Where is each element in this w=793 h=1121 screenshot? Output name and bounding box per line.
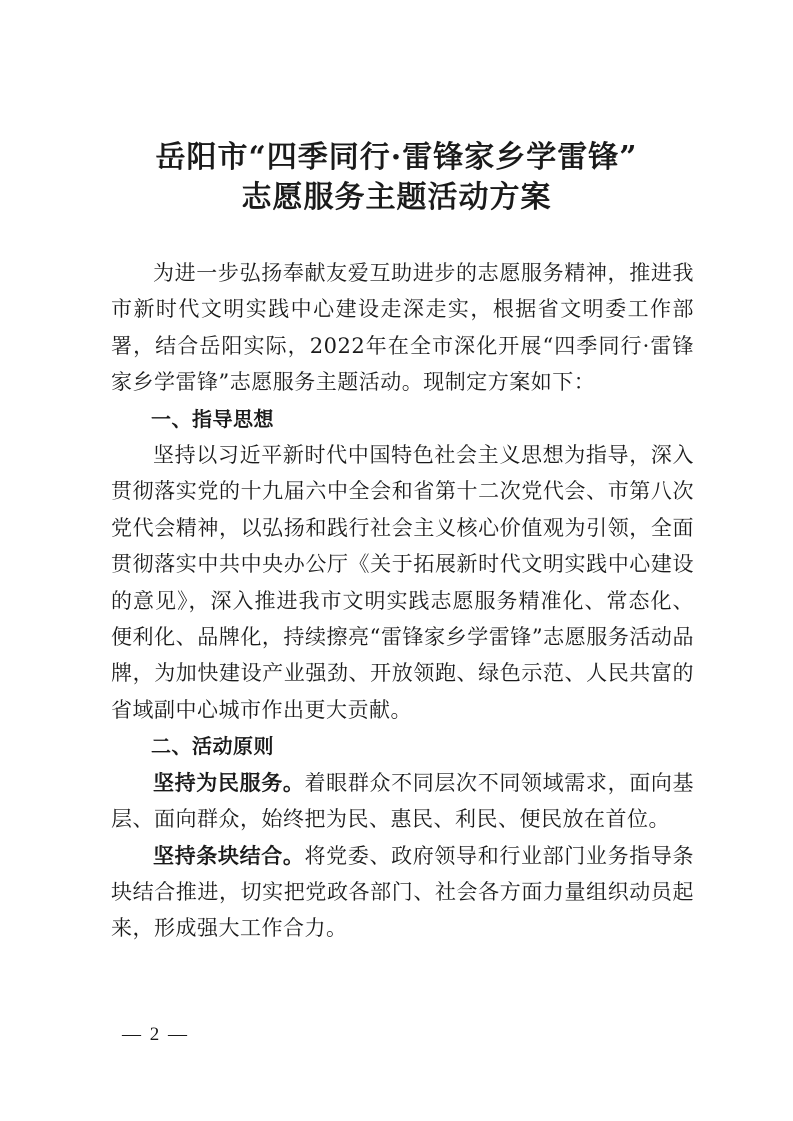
section-1-heading: 一、指导思想	[151, 406, 274, 431]
document-title-line-1: 岳阳市“四季同行·雷锋家乡学雷锋”	[155, 140, 638, 175]
section-1-paragraph: 坚持以习近平新时代中国特色社会主义思想为指导，深入贯彻落实党的十九届六中全会和省第十二次党代会、市第八次党代会精神，以弘扬和践行社会主义核心价值观为引领，全面贯彻落实中共中央办公厅《关于拓展新时代文明实践中心建设的意见》，深入推进我市文明实践志愿服务精准化、常态化、便利化、品牌化，持续擦亮“雷锋家乡学雷锋”志愿服务活动品牌，为加快建设产业强劲、开放领跑、绿色示范、人民共富的省域副中心城市作出更大贡献。	[111, 443, 694, 722]
document-body	[111, 255, 694, 947]
page-number: — 2 —	[122, 1024, 189, 1045]
principle-2-lead: 坚持条块结合。	[153, 843, 305, 868]
principle-1-text: 着眼群众不同层次不同领域需求，面向基层、面向群众，始终把为民、惠民、利民、便民放在首位。	[111, 770, 695, 832]
intro-paragraph: 为进一步弘扬奉献友爱互助进步的志愿服务精神，推进我市新时代文明实践中心建设走深走实，根据省文明委工作部署，结合岳阳实际，2022年在全市深化开展“四季同行·雷锋家乡学雷锋”志愿服务主题活动。现制定方案如下：	[111, 261, 694, 395]
principle-1-lead: 坚持为民服务。	[153, 770, 305, 795]
document-title-line-2: 志愿服务主题活动方案	[241, 180, 552, 215]
principle-paragraph-2	[111, 838, 694, 947]
principle-2-text: 将党委、政府领导和行业部门业务指导条块结合推进，切实把党政各部门、社会各方面力量组织动员起来，形成强大工作合力。	[111, 843, 695, 941]
principle-paragraph-1	[111, 765, 694, 838]
section-2-heading: 二、活动原则	[151, 734, 274, 759]
